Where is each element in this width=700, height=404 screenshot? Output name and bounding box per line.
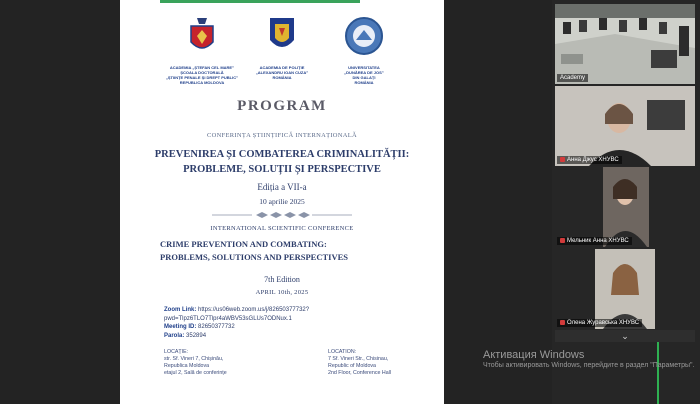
date-ro: 10 aprilie 2025 — [259, 197, 305, 206]
logo-academia-stefan — [164, 16, 240, 85]
participant-video-icon — [555, 167, 695, 247]
document-top-bar — [160, 0, 360, 3]
location-en-line: Republic of Moldova — [328, 363, 376, 369]
location-ro-line: etajul 2, Sală de conferințe — [164, 370, 227, 376]
participant-tile-anna-dzhus[interactable] — [555, 86, 695, 166]
edition-ro: Ediția a VII-a — [257, 182, 307, 192]
participant-tile-academy[interactable] — [555, 4, 695, 84]
activation-title: Активация Windows — [483, 349, 585, 361]
conference-label-en: INTERNATIONAL SCIENTIFIC CONFERENCE — [210, 225, 354, 232]
zoom-details — [164, 306, 436, 340]
participant-name-text: Мельник Анна ХНУВС — [567, 238, 629, 244]
participant-video-icon — [555, 249, 695, 329]
participant-name — [557, 237, 632, 245]
location-ro — [164, 349, 227, 377]
zoom-link-label: Zoom Link: — [164, 307, 197, 313]
windows-activation-watermark — [483, 349, 697, 370]
participant-tile-olena-zhuravska[interactable] — [555, 249, 695, 329]
participant-name: Academy — [557, 74, 588, 82]
scroll-participants-down-button[interactable] — [555, 330, 695, 342]
participant-video-icon — [555, 86, 695, 166]
location-en-line: 2nd Floor, Conference Hall — [328, 370, 392, 376]
location-ro-line: Republica Moldova — [164, 363, 210, 369]
conference-label-ro: CONFERINȚA ȘTIINȚIFICĂ INTERNAȚIONALĂ — [206, 132, 358, 139]
logo-caption: ACADEMIA DE POLIȚIE „ALEXANDRU IOAN CUZA” ROMÂNIA — [255, 65, 309, 80]
mic-muted-icon — [560, 157, 565, 162]
participant-tile-melnyk-anna[interactable] — [555, 167, 695, 247]
logo-police-academy — [244, 16, 320, 80]
conference-room-video-icon — [555, 4, 695, 84]
logo-caption: ACADEMIA „ȘTEFAN CEL MARE” ȘCOALA DOCTORALĂ „ȘTIINȚE PENALE ȘI DREPT PUBLIC” REPUBLICA MOLDOVA — [165, 65, 239, 85]
password-value: 352894 — [186, 332, 207, 339]
conference-title-en-line2: PROBLEMS, SOLUTIONS AND PERSPECTIVES — [160, 252, 348, 262]
location-en-line: 7 Sf. Vineri Str., Chisinau, — [328, 356, 389, 362]
participant-name-text: Олена Журавська ХНУВС — [567, 320, 640, 326]
conference-title-ro-line2: PROBLEME, SOLUȚII ȘI PERSPECTIVE — [183, 164, 381, 175]
password-label: Parola: — [164, 332, 185, 339]
location-ro-label: LOCAȚIE: — [164, 349, 189, 355]
meeting-id-value: 82650377732 — [198, 324, 235, 330]
date-en: APRIL 10th, 2025 — [255, 289, 309, 296]
chevron-down-icon: ⌄ — [621, 331, 629, 341]
mic-muted-icon — [560, 320, 565, 325]
location-en — [328, 349, 391, 377]
meeting-id-label: Meeting ID: — [164, 324, 197, 330]
logo-university-galati — [326, 16, 402, 85]
conference-title-ro-line1: PREVENIREA ȘI COMBATEREA CRIMINALITĂȚII: — [154, 149, 410, 160]
participant-name — [557, 156, 622, 164]
activation-text: Чтобы активировать Windows, перейдите в раздел "Параметры". — [483, 362, 695, 369]
logo-row — [120, 16, 444, 96]
conference-title-en-line1: CRIME PREVENTION AND COMBATING: — [160, 239, 327, 249]
location-ro-line: str. Sf. Vineri 7, Chișinău, — [164, 356, 224, 362]
participant-name-text: Анна Джус ХНУВС — [567, 157, 619, 163]
location-en-label: LOCATION: — [328, 349, 357, 355]
university-seal-icon — [344, 16, 384, 56]
police-shield-icon — [268, 16, 296, 56]
divider-ornament-icon — [212, 211, 352, 219]
participant-name — [557, 319, 642, 327]
program-title: PROGRAM — [237, 98, 327, 114]
academy-crest-icon — [189, 16, 215, 56]
zoom-link[interactable]: https://us06web.zoom.us/j/82650377732?pwd=Tlpz6TLO7Tlpr4aWBV53sGLUs7ODNux.1 — [164, 307, 310, 322]
shared-document — [120, 0, 444, 404]
edition-en: 7th Edition — [264, 275, 300, 284]
logo-caption: UNIVERSITATEA „DUNĂREA DE JOS” DIN GALAȚI ROMÂNIA — [344, 65, 384, 85]
mic-muted-icon — [560, 238, 565, 243]
